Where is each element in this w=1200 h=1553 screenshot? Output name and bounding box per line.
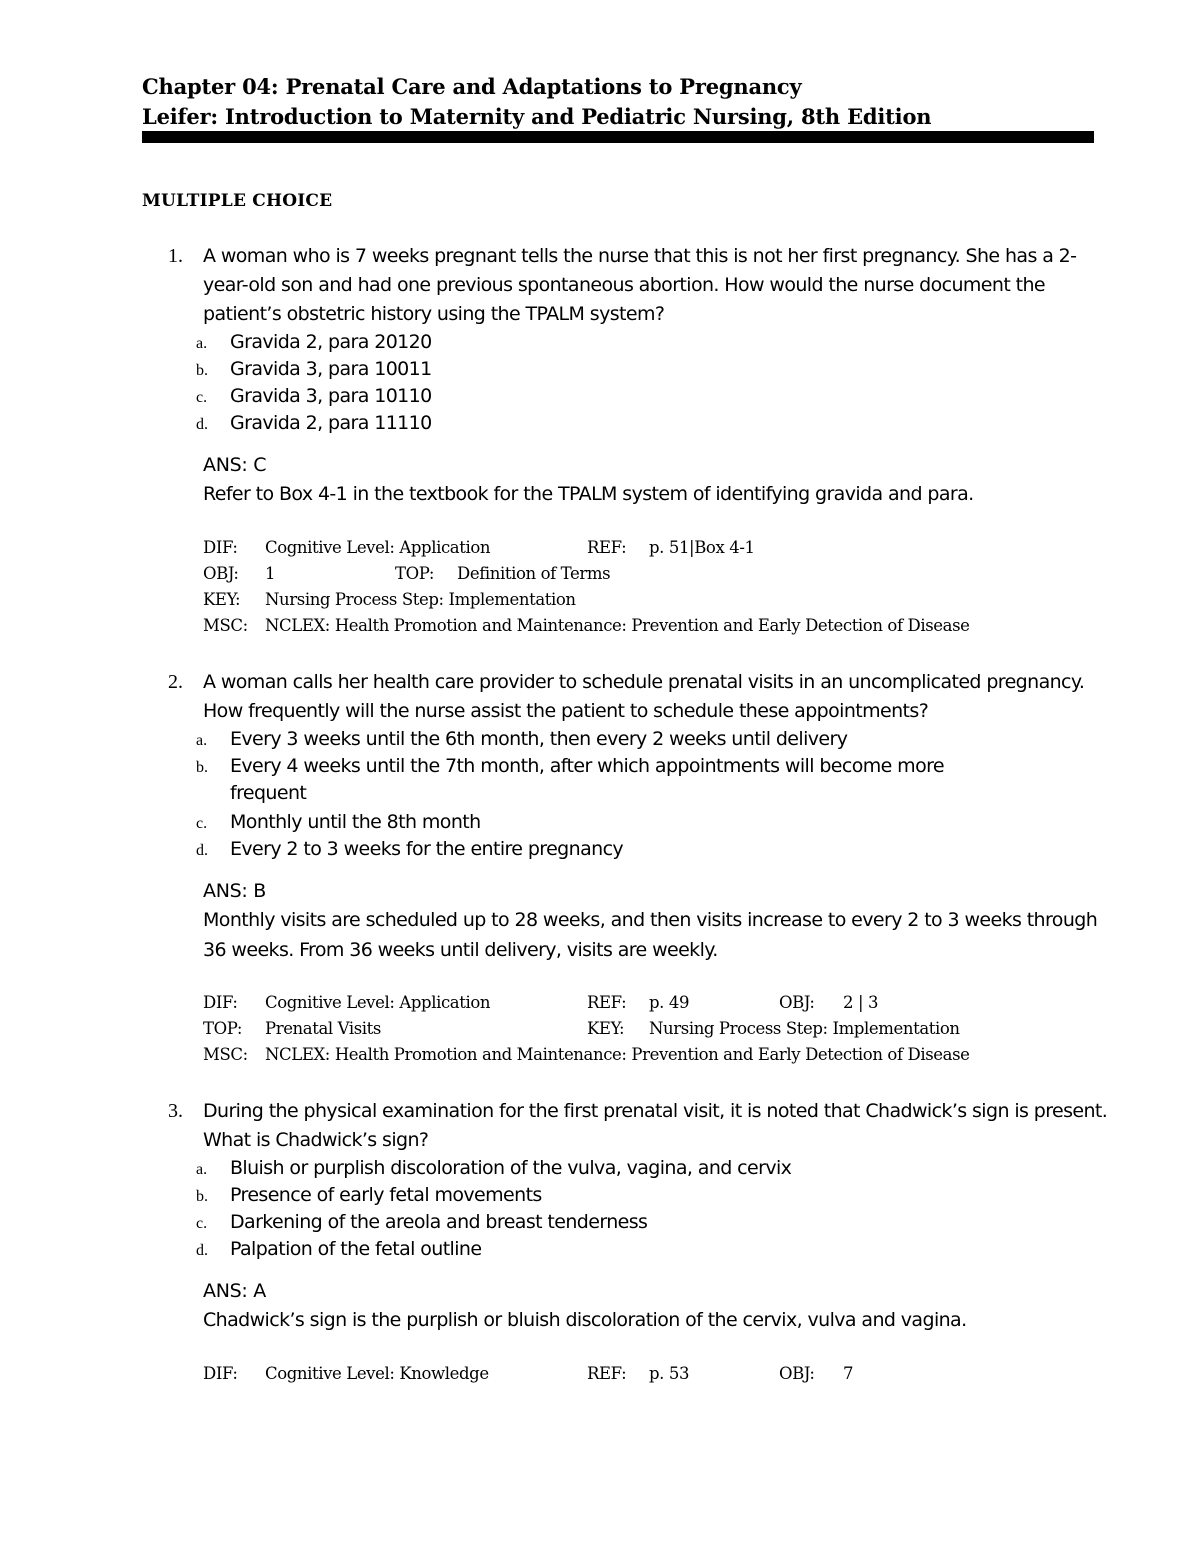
meta-label-obj: OBJ:: [779, 1364, 815, 1383]
answer-key: ANS: C: [203, 454, 267, 476]
meta-value-ref: p. 53: [649, 1364, 690, 1383]
meta-label-dif: DIF:: [203, 993, 238, 1012]
option-letter: a.: [196, 1161, 208, 1178]
option-letter: b.: [196, 362, 208, 379]
option-letter: d.: [196, 842, 208, 859]
option-text: Every 2 to 3 weeks for the entire pregnancy: [230, 838, 624, 860]
meta-value-dif: Cognitive Level: Application: [265, 538, 491, 557]
meta-label-dif: DIF:: [203, 1364, 238, 1383]
option-letter: d.: [196, 416, 208, 433]
option-letter: c.: [196, 815, 208, 832]
option-letter: b.: [196, 759, 208, 776]
meta-label-key: KEY:: [203, 590, 241, 609]
option-letter: d.: [196, 1242, 208, 1259]
meta-label-key: KEY:: [587, 1019, 625, 1038]
meta-value-key: Nursing Process Step: Implementation: [265, 590, 576, 609]
rationale: Monthly visits are scheduled up to 28 weeks, and then visits increase to every 2 to 3 weeks through 36 weeks. From 36 weeks until delivery, visits are weekly.: [203, 909, 1098, 961]
meta-value-obj: 2 | 3: [843, 993, 879, 1012]
option-letter: c.: [196, 389, 208, 406]
header-rule: [142, 131, 1094, 143]
option-text: Gravida 2, para 11110: [230, 412, 432, 434]
meta-label-obj: OBJ:: [779, 993, 815, 1012]
option-text: Every 4 weeks until the 7th month, after which appointments will become more frequent: [230, 755, 944, 804]
option-letter: b.: [196, 1188, 208, 1205]
option-text: Monthly until the 8th month: [230, 811, 481, 833]
meta-label-ref: REF:: [587, 993, 627, 1012]
option-text: Gravida 3, para 10110: [230, 385, 432, 407]
question-stem: During the physical examination for the first prenatal visit, it is noted that Chadwick’s sign is present. What is Chadwick’s sign?: [203, 1100, 1108, 1151]
meta-value-key: Nursing Process Step: Implementation: [649, 1019, 960, 1038]
option-text: Bluish or purplish discoloration of the vulva, vagina, and cervix: [230, 1157, 792, 1179]
option-text: Gravida 3, para 10011: [230, 358, 432, 380]
meta-value-msc: NCLEX: Health Promotion and Maintenance: Prevention and Early Detection of Disease: [265, 1045, 970, 1064]
option-letter: a.: [196, 335, 208, 352]
section-heading: MULTIPLE CHOICE: [142, 191, 333, 211]
meta-label-msc: MSC:: [203, 1045, 248, 1064]
meta-value-dif: Cognitive Level: Application: [265, 993, 491, 1012]
option-text: Gravida 2, para 20120: [230, 331, 432, 353]
option-text: Palpation of the fetal outline: [230, 1238, 482, 1260]
meta-value-msc: NCLEX: Health Promotion and Maintenance: Prevention and Early Detection of Disease: [265, 616, 970, 635]
rationale: Refer to Box 4-1 in the textbook for the TPALM system of identifying gravida and para.: [203, 483, 974, 505]
question-stem: A woman who is 7 weeks pregnant tells the nurse that this is not her first pregnancy. She has a 2-year-old son and had one previous spontaneous abortion. How would the nurse document the patient’s obstetric history using the TPALM system?: [203, 245, 1077, 325]
meta-value-top: Prenatal Visits: [265, 1019, 381, 1038]
option-letter: c.: [196, 1215, 208, 1232]
meta-value-top: Definition of Terms: [457, 564, 611, 583]
meta-value-obj: 7: [843, 1364, 854, 1383]
meta-label-msc: MSC:: [203, 616, 248, 635]
meta-label-obj: OBJ:: [203, 564, 239, 583]
meta-value-dif: Cognitive Level: Knowledge: [265, 1364, 489, 1383]
meta-label-ref: REF:: [587, 538, 627, 557]
answer-key: ANS: B: [203, 880, 266, 902]
meta-value-obj: 1: [265, 564, 276, 583]
meta-label-ref: REF:: [587, 1364, 627, 1383]
meta-value-ref: p. 49: [649, 993, 690, 1012]
option-text: Darkening of the areola and breast tenderness: [230, 1211, 648, 1233]
option-text: Presence of early fetal movements: [230, 1184, 542, 1206]
chapter-title: Chapter 04: Prenatal Care and Adaptations to Pregnancy: [142, 74, 802, 99]
answer-key: ANS: A: [203, 1280, 266, 1302]
meta-value-ref: p. 51|Box 4-1: [649, 538, 755, 557]
meta-label-dif: DIF:: [203, 538, 238, 557]
book-title: Leifer: Introduction to Maternity and Pediatric Nursing, 8th Edition: [142, 104, 932, 129]
question-number: 3.: [168, 1100, 183, 1122]
option-text: Every 3 weeks until the 6th month, then every 2 weeks until delivery: [230, 728, 848, 750]
option-letter: a.: [196, 732, 208, 749]
meta-label-top: TOP:: [203, 1019, 243, 1038]
question-stem: A woman calls her health care provider to schedule prenatal visits in an uncomplicated pregnancy. How frequently will the nurse assist the patient to schedule these appointments?: [203, 671, 1085, 722]
rationale: Chadwick’s sign is the purplish or bluish discoloration of the cervix, vulva and vagina.: [203, 1309, 967, 1331]
meta-label-top: TOP:: [395, 564, 435, 583]
question-number: 2.: [168, 671, 183, 693]
question-number: 1.: [168, 245, 183, 267]
